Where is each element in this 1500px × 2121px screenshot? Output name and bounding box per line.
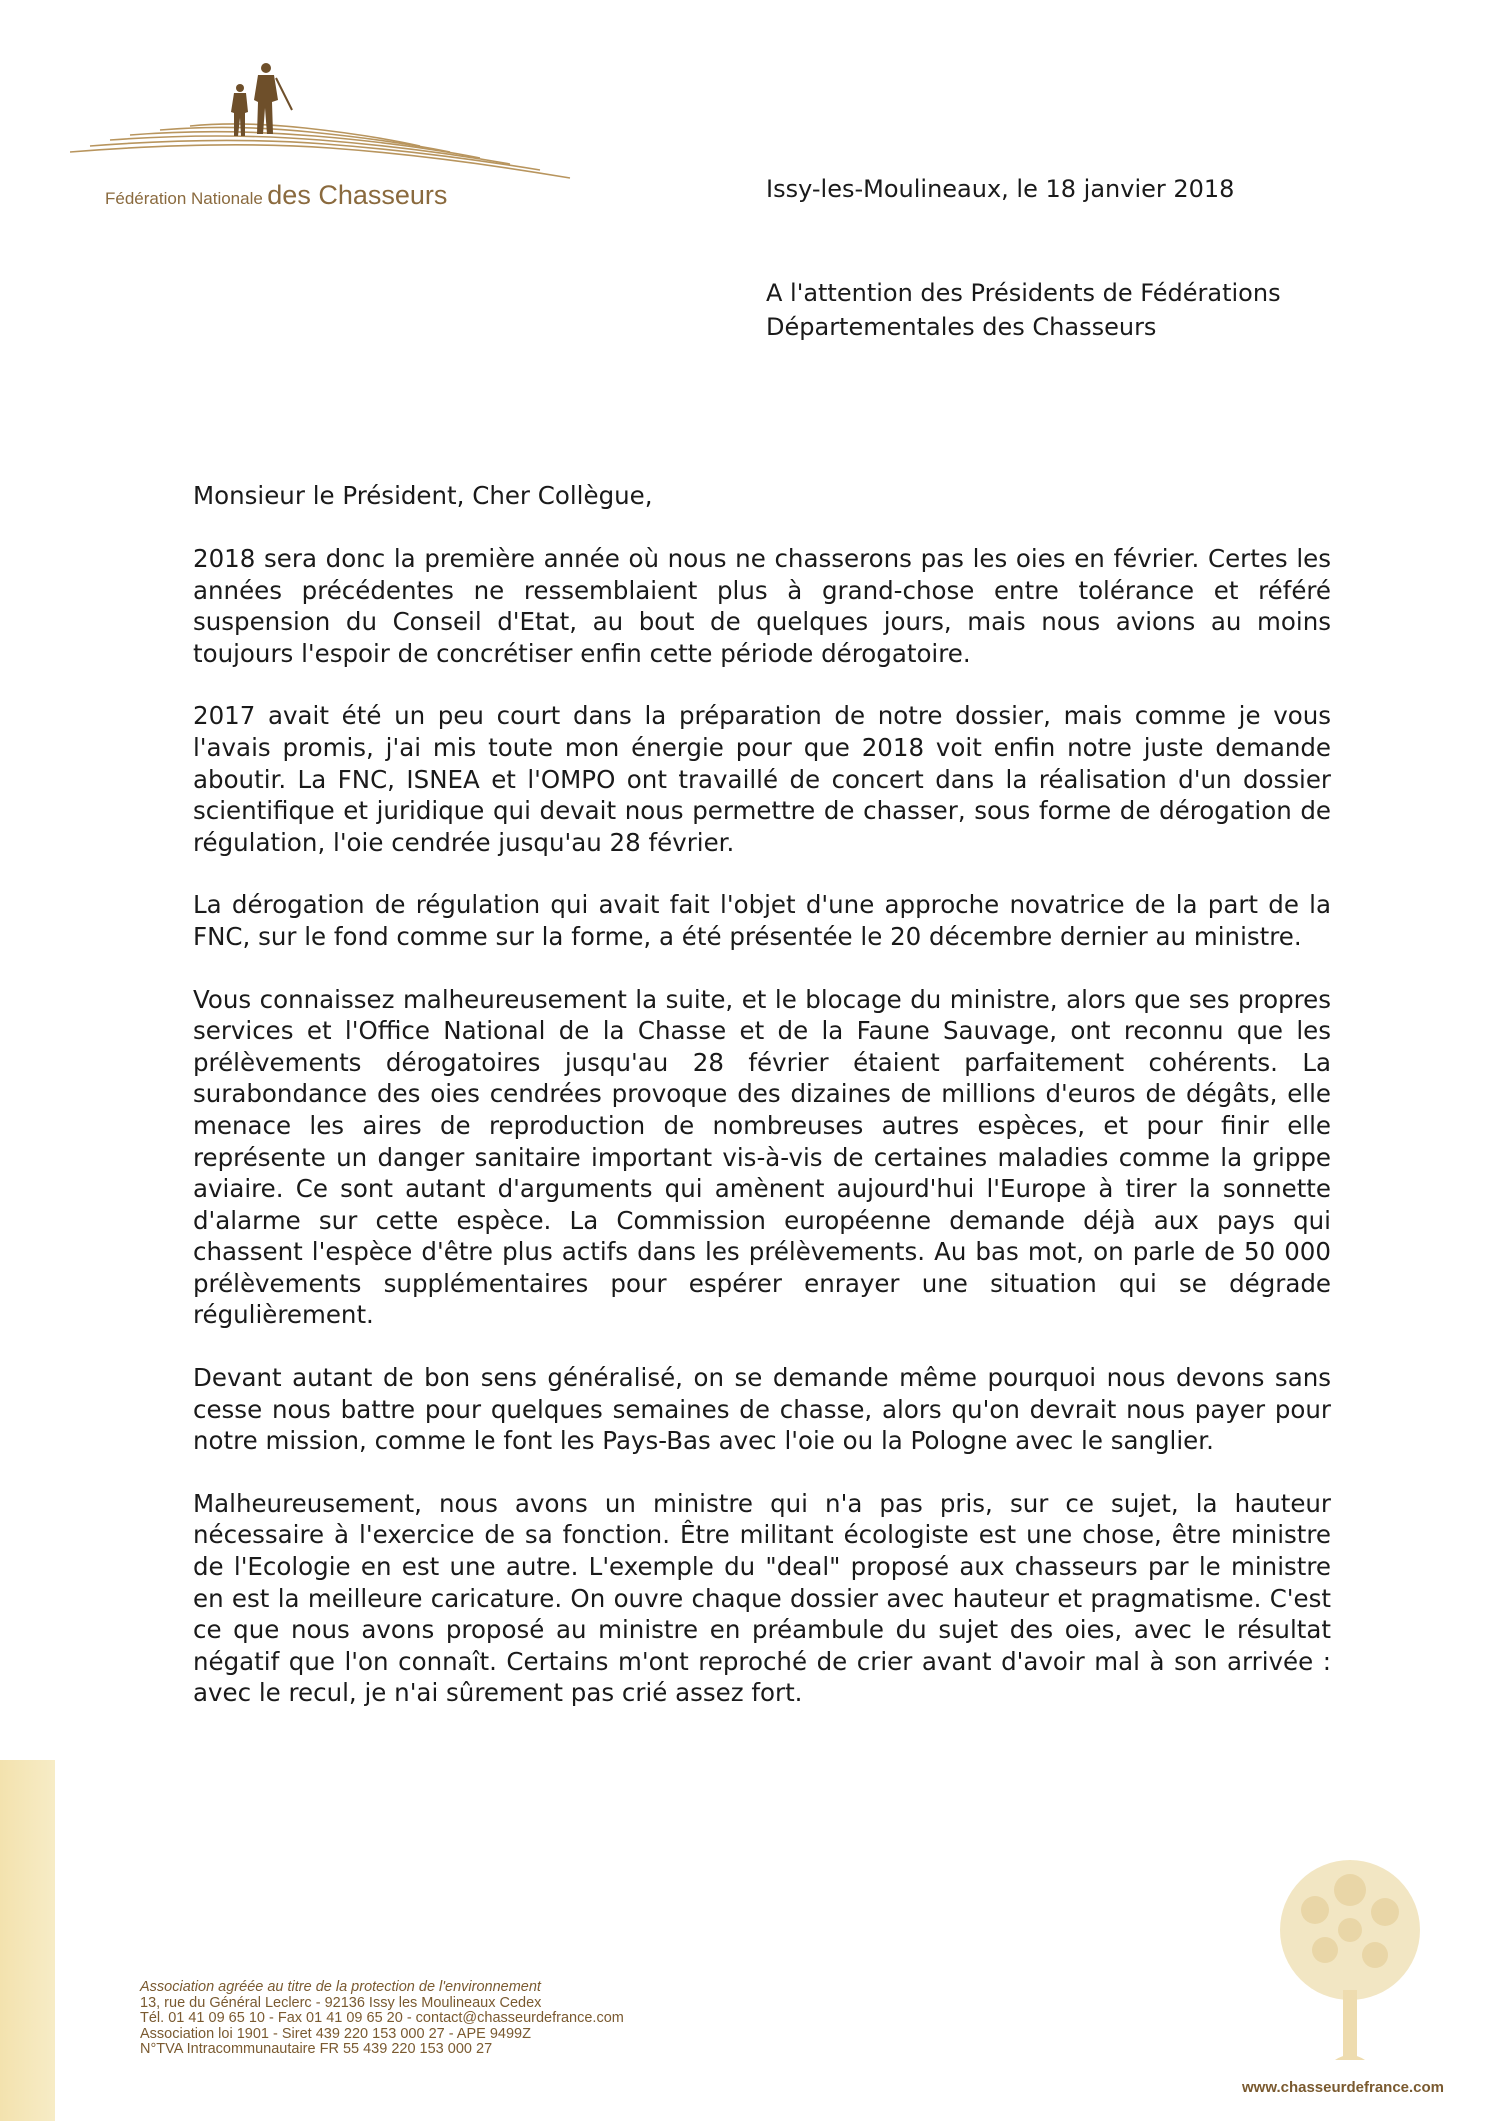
letter-body	[193, 543, 1331, 1709]
recipient-line-2: Départementales des Chasseurs	[766, 313, 1157, 341]
footer-registration: Association loi 1901 - Siret 439 220 153 000 27 - APE 9499Z	[140, 2025, 531, 2042]
body-paragraph: Malheureusement, nous avons un ministre qui n'a pas pris, sur ce sujet, la hauteur nécessaire à l'exercice de sa fonction. Être militant écologiste est une chose, être ministre de l'Ecologie en est une autre. L'exemple du "deal" proposé aux chasseurs par le ministre en est la meilleure caricature. On ouvre chaque dossier avec hauteur et pragmatisme. C'est ce que nous avons proposé au ministre en préambule du sujet des oies, avec le résultat négatif que l'on connaît. Certains m'ont reproché de crier avant d'avoir mal à son arrivée : avec le recul, je n'ai sûrement pas crié assez fort.	[193, 1488, 1331, 1708]
letter-date: Issy-les-Moulineaux, le 18 janvier 2018	[766, 175, 1235, 203]
footer-tagline: Association agréée au titre de la protection de l'environnement	[140, 1979, 541, 1995]
recipient-block	[766, 276, 1281, 344]
federation-name-big: des Chasseurs	[267, 180, 448, 210]
recipient-line-1: A l'attention des Présidents de Fédérations	[766, 279, 1281, 307]
body-paragraph: La dérogation de régulation qui avait fait l'objet d'une approche novatrice de la part de la FNC, sur le fond comme sur la forme, a été présentée le 20 décembre dernier au ministre.	[193, 890, 1331, 951]
body-paragraph: 2017 avait été un peu court dans la préparation de notre dossier, mais comme je vous l'avais promis, j'ai mis toute mon énergie pour que 2018 voit enfin notre juste demande aboutir. La FNC, ISNEA et l'OMPO ont travaillé de concert dans la réalisation d'un dossier scientifique et juridique qui devait nous permettre de chasser, sous forme de dérogation de régulation, l'oie cendrée jusqu'au 28 février.	[193, 701, 1331, 857]
body-paragraph: Vous connaissez malheureusement la suite, et le blocage du ministre, alors que ses propres services et l'Office National de la Chasse et de la Faune Sauvage, ont reconnu que les prélèvements dérogatoires jusqu'au 28 février étaient parfaitement cohérents. La surabondance des oies cendrées provoque des dizaines de millions d'euros de dégâts, elle menace les aires de reproduction de nombreuses autres espèces, et pour finir elle représente un danger sanitaire important vis-à-vis de certaines maladies comme la grippe aviaire. Ce sont autant d'arguments qui amènent aujourd'hui l'Europe à tirer la sonnette d'alarme sur cette espèce. La Commission européenne demande déjà aux pays qui chassent l'espèce d'être plus actifs dans les prélèvements. Au bas mot, on parle de 50 000 prélèvements supplémentaires pour espérer enrayer une situation qui se dégrade régulièrement.	[193, 984, 1331, 1330]
body-paragraph: 2018 sera donc la première année où nous ne chasserons pas les oies en février. Certes les années précédentes ne ressemblaient plus à grand-chose entre tolérance et référé suspension du Conseil d'Etat, au bout de quelques jours, mais nous avions au moins toujours l'espoir de concrétiser enfin cette période dérogatoire.	[193, 544, 1331, 668]
footer-block	[140, 1980, 624, 2058]
footer-address: 13, rue du Général Leclerc - 92136 Issy les Moulineaux Cedex	[140, 1994, 542, 2011]
footer-contact: Tél. 01 41 09 65 10 - Fax 01 41 09 65 20 - contact@chasseurdefrance.com	[140, 2010, 624, 2027]
website-link[interactable]: www.chasseurdefrance.com	[1242, 2079, 1445, 2096]
tree-watermark-icon	[1255, 1850, 1445, 2070]
salutation: Monsieur le Président, Cher Collègue,	[193, 481, 653, 510]
hunters-field-icon	[70, 60, 590, 180]
federation-name	[105, 180, 447, 211]
body-paragraph: Devant autant de bon sens généralisé, on se demande même pourquoi nous devons sans cesse nous battre pour quelques semaines de chasse, alors qu'on devrait nous payer pour notre mission, comme le font les Pays-Bas avec l'oie ou la Pologne avec le sanglier.	[193, 1363, 1331, 1456]
footer-vat: N°TVA Intracommunautaire FR 55 439 220 153 000 27	[140, 2041, 493, 2058]
federation-logo	[70, 60, 590, 220]
federation-name-small: Fédération Nationale	[105, 189, 263, 208]
decorative-side-bar	[0, 1760, 55, 2121]
